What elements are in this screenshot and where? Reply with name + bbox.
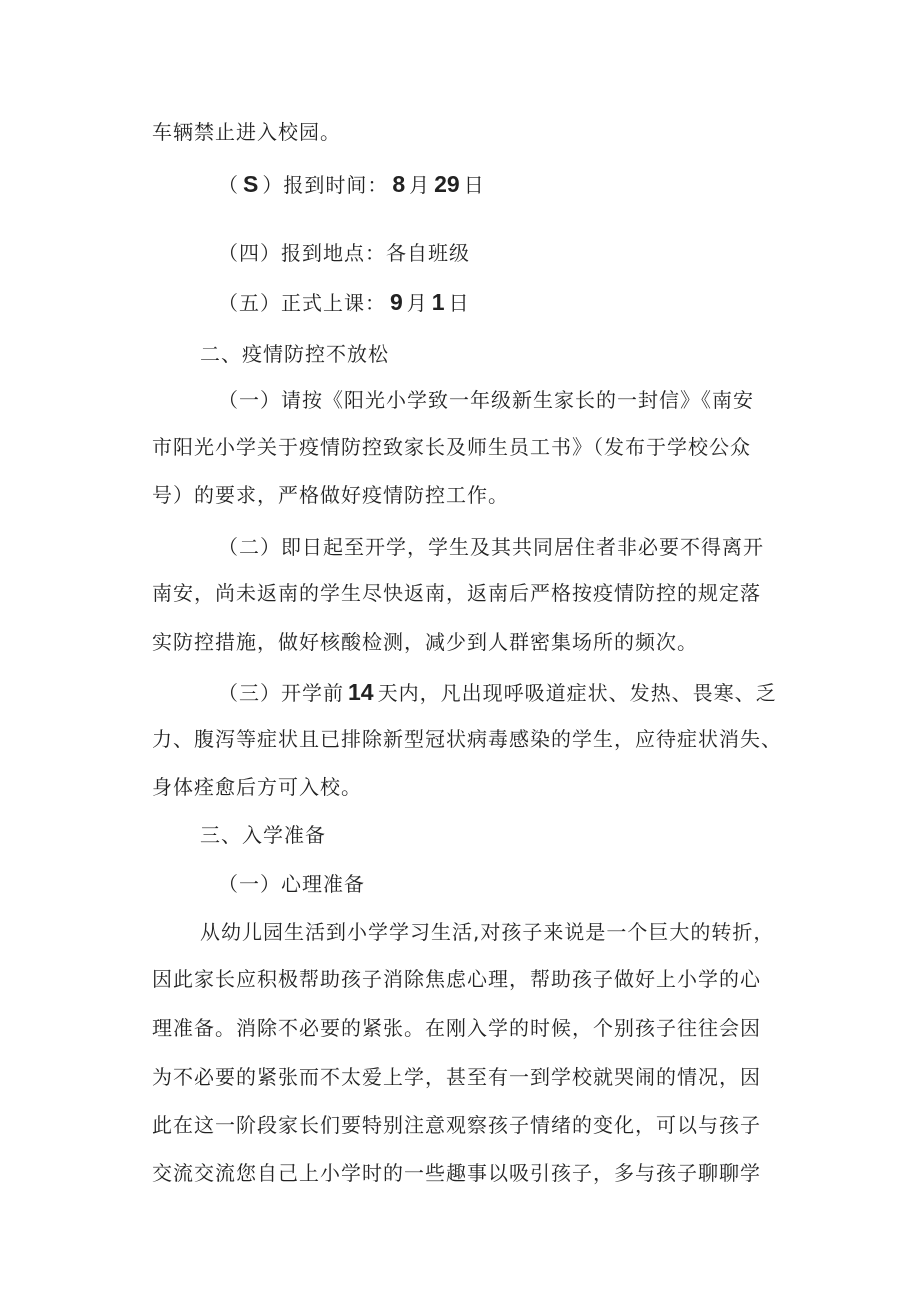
text-line: 从幼儿园生活到小学学习生活,对孩子来说是一个巨大的转折， — [200, 920, 775, 944]
text-line: 车辆禁止进入校园。 — [152, 120, 341, 144]
text-line: （三）开学前 14 天内，凡出现呼吸道症状、发热、畏寒、乏 — [218, 679, 777, 705]
text-line: 理准备。消除不必要的紧张。在刚入学的时候，个别孩子往往会因 — [152, 1016, 761, 1040]
text-line: 因此家长应积极帮助孩子消除焦虑心理，帮助孩子做好上小学的心 — [152, 967, 761, 991]
text-line: 力、腹泻等症状且已排除新型冠状病毒感染的学生，应待症状消失、 — [152, 727, 782, 751]
text-line: （五）正式上课： 9 月 1 日 — [218, 289, 470, 315]
text-line: 身体痊愈后方可入校。 — [152, 775, 362, 799]
text-line: 南安，尚未返南的学生尽快返南，返南后严格按疫情防控的规定落 — [152, 581, 761, 605]
text-line: （四）报到地点：各自班级 — [218, 241, 470, 265]
section-heading: 三、入学准备 — [200, 823, 326, 847]
text-line: 实防控措施，做好核酸检测，减少到人群密集场所的频次。 — [152, 630, 698, 654]
text-line: 市阳光小学关于疫情防控致家长及师生员工书》（发布于学校公众 — [152, 435, 751, 459]
text-line: （一）心理准备 — [218, 872, 365, 896]
section-heading: 二、疫情防控不放松 — [200, 342, 389, 366]
text-line: （一）请按《阳光小学致一年级新生家长的一封信》《南安 — [218, 388, 754, 412]
text-line: （二）即日起至开学，学生及其共同居住者非必要不得离开 — [218, 535, 764, 559]
text-line: 号）的要求，严格做好疫情防控工作。 — [152, 483, 509, 507]
text-line: 此在这一阶段家长们要特别注意观察孩子情绪的变化，可以与孩子 — [152, 1113, 761, 1137]
text-line: 为不必要的紧张而不太爱上学，甚至有一到学校就哭闹的情况，因 — [152, 1065, 761, 1089]
text-line: 交流交流您自己上小学时的一些趣事以吸引孩子，多与孩子聊聊学 — [152, 1161, 761, 1185]
text-line: （ S ）报到时间： 8 月 29 日 — [218, 171, 485, 197]
